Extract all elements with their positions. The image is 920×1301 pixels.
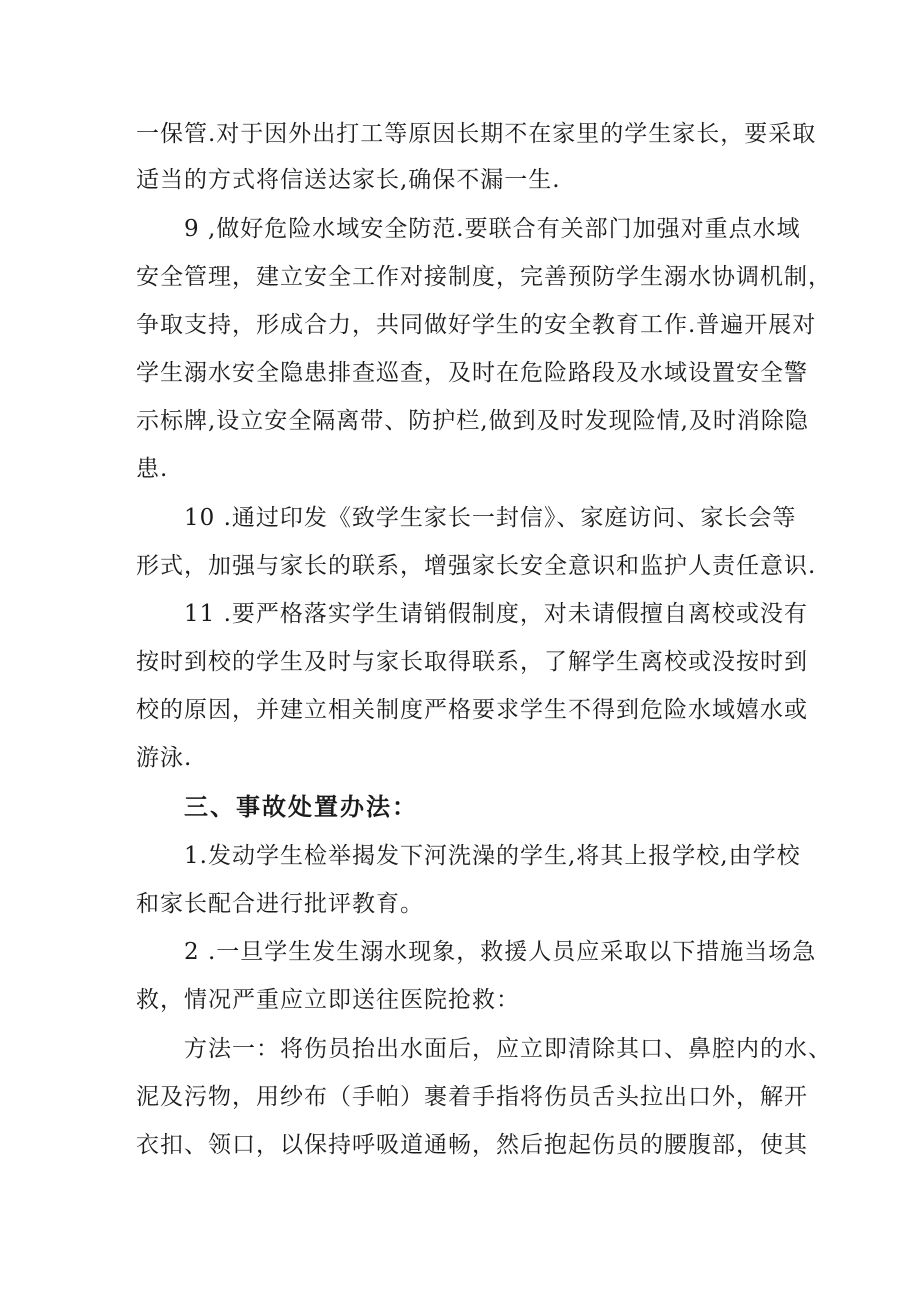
text-line: 救，情况严重应立即送往医院抢救： [136, 987, 520, 1013]
text-line: 按时到校的学生及时与家长取得联系，了解学生离校或没按时到 [136, 649, 808, 675]
text-line: 示标牌,设立安全隔离带、防护栏,做到及时发现险情,及时消除隐 [136, 408, 809, 434]
section-heading: 三、事故处置办法： [184, 793, 418, 821]
paragraph-2-first-line: 2 .一旦学生发生溺水现象，救援人员应采取以下措施当场急 [184, 939, 817, 965]
text-line: 争取支持，形成合力，共同做好学生的安全教育工作.普遍开展对 [136, 312, 817, 338]
text-line: 衣扣、领口，以保持呼吸道通畅，然后抱起伤员的腰腹部，使其 [136, 1132, 808, 1158]
text-line: 一保管.对于因外出打工等原因长期不在家里的学生家长，要采取 [136, 121, 817, 147]
text-line: 安全管理，建立安全工作对接制度，完善预防学生溺水协调机制， [136, 264, 832, 290]
text-line: 患. [136, 456, 169, 482]
text-line: 游泳. [136, 745, 193, 771]
text-line: 泥及污物，用纱布（手帕）裹着手指将伤员舌头拉出口外，解开 [136, 1084, 808, 1110]
text-line: 形式，加强与家长的联系，增强家长安全意识和监护人责任意识. [136, 553, 817, 579]
paragraph-1-first-line: 1.发动学生检举揭发下河洗澡的学生,将其上报学校,由学校 [184, 843, 801, 869]
text-line: 适当的方式将信送达家长,确保不漏一生. [136, 167, 561, 193]
paragraph-9-first-line: 9 ,做好危险水域安全防范.要联合有关部门加强对重点水域 [184, 216, 801, 242]
text-line: 和家长配合进行批评教育。 [136, 891, 424, 917]
text-line: 校的原因，并建立相关制度严格要求学生不得到危险水域嬉水或 [136, 697, 808, 723]
method-one-first-line: 方法一：将伤员抬出水面后，应立即清除其口、鼻腔内的水、 [184, 1036, 832, 1062]
paragraph-11-first-line: 11 .要严格落实学生请销假制度，对未请假擅自离校或没有 [184, 601, 808, 627]
text-line: 学生溺水安全隐患排查巡查，及时在危险路段及水域设置安全警 [136, 360, 808, 386]
paragraph-10-first-line: 10 .通过印发《致学生家长一封信》、家庭访问、家长会等 [184, 505, 797, 531]
